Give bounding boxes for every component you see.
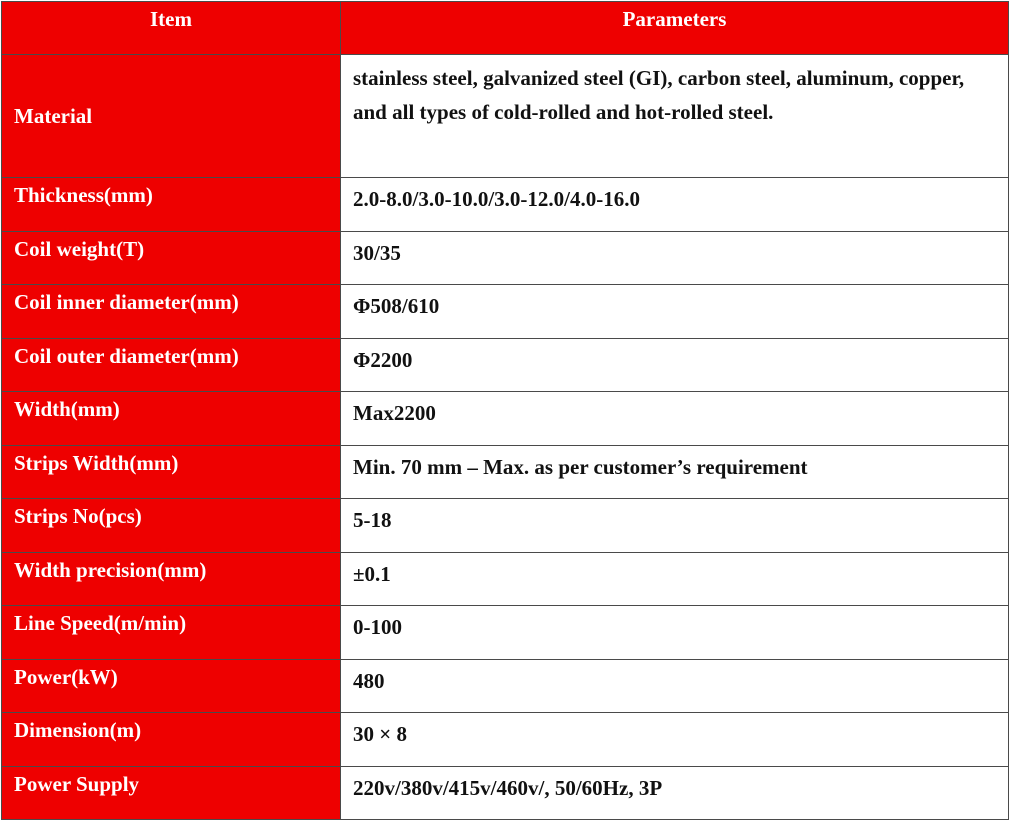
row-param-value: 30/35 — [341, 231, 1009, 285]
row-param-value: Φ2200 — [341, 338, 1009, 392]
row-param-value: 30 × 8 — [341, 713, 1009, 767]
row-item-label: Coil outer diameter(mm) — [2, 338, 341, 392]
table-row — [2, 231, 1009, 285]
row-param-value: Max2200 — [341, 392, 1009, 446]
row-item-label: Material — [2, 55, 341, 178]
row-item-label: Strips Width(mm) — [2, 445, 341, 499]
row-param-value: Φ508/610 — [341, 285, 1009, 339]
row-item-label: Coil inner diameter(mm) — [2, 285, 341, 339]
table-row — [2, 285, 1009, 339]
table-row — [2, 338, 1009, 392]
row-param-value: 5-18 — [341, 499, 1009, 553]
row-item-label: Width(mm) — [2, 392, 341, 446]
row-item-label: Line Speed(m/min) — [2, 606, 341, 660]
row-item-label: Thickness(mm) — [2, 178, 341, 232]
spec-table — [1, 1, 1009, 820]
table-row — [2, 55, 1009, 178]
row-item-label: Dimension(m) — [2, 713, 341, 767]
header-row — [2, 2, 1009, 55]
row-item-label: Width precision(mm) — [2, 552, 341, 606]
header-item: Item — [2, 2, 341, 55]
row-param-value: 2.0-8.0/3.0-10.0/3.0-12.0/4.0-16.0 — [341, 178, 1009, 232]
table-row — [2, 659, 1009, 713]
row-param-value: 220v/380v/415v/460v/, 50/60Hz, 3P — [341, 766, 1009, 820]
row-param-value: Min. 70 mm – Max. as per customer’s requirement — [341, 445, 1009, 499]
row-item-label: Strips No(pcs) — [2, 499, 341, 553]
table-row — [2, 445, 1009, 499]
header-parameters: Parameters — [341, 2, 1009, 55]
table-row — [2, 606, 1009, 660]
row-param-value: 0-100 — [341, 606, 1009, 660]
row-item-label: Power Supply — [2, 766, 341, 820]
table-row — [2, 713, 1009, 767]
row-param-value: ±0.1 — [341, 552, 1009, 606]
table-row — [2, 178, 1009, 232]
table-row — [2, 552, 1009, 606]
row-item-label: Power(kW) — [2, 659, 341, 713]
table-row — [2, 392, 1009, 446]
row-param-value: 480 — [341, 659, 1009, 713]
table-row — [2, 766, 1009, 820]
row-item-label: Coil weight(T) — [2, 231, 341, 285]
table-row — [2, 499, 1009, 553]
row-param-value: stainless steel, galvanized steel (GI), carbon steel, aluminum, copper, and all types of cold-rolled and hot-rolled steel. — [341, 55, 1009, 178]
